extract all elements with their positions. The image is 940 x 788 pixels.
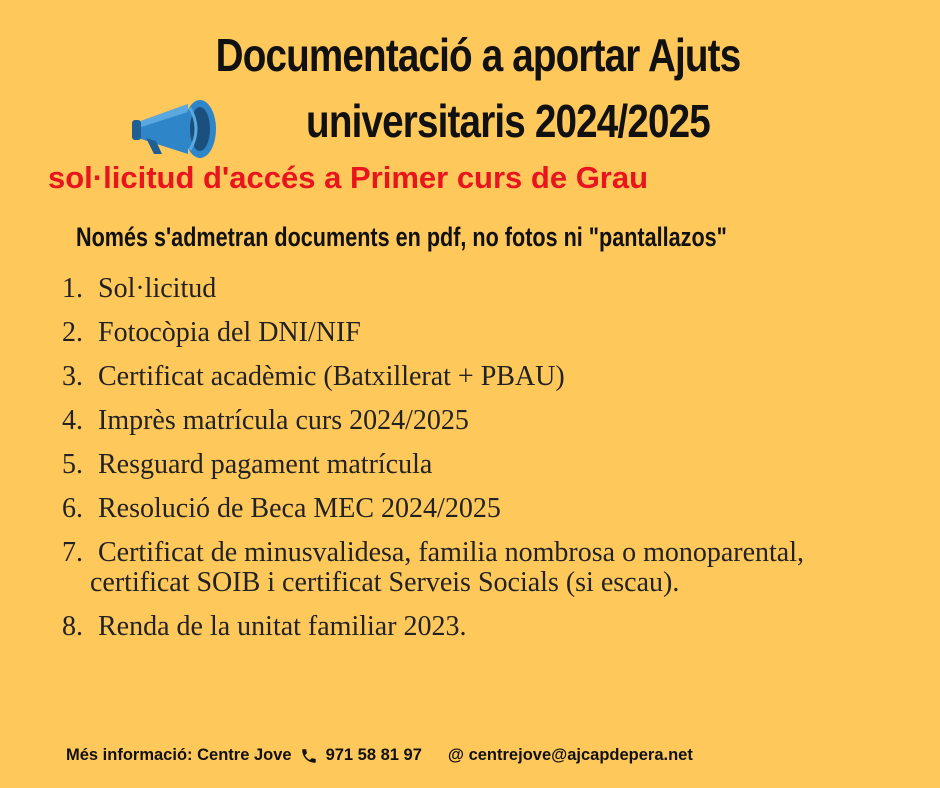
email-address[interactable]: @ centrejove@ajcapdepera.net [447, 746, 693, 764]
list-item-number: 8. [62, 611, 83, 642]
list-item-number: 6. [62, 493, 83, 524]
list-item-text: Resolució de Beca MEC 2024/2025 [98, 493, 501, 524]
list-item [62, 612, 892, 642]
documents-list [62, 274, 892, 656]
list-item [62, 362, 892, 392]
list-item-text: Fotocòpia del DNI/NIF [98, 317, 361, 348]
list-item [62, 450, 892, 480]
list-item [62, 274, 892, 304]
list-item-number: 4. [62, 405, 83, 436]
pdf-only-note: Només s'admetran documents en pdf, no fotos ni "pantallazos" [76, 222, 727, 252]
list-item-text: Resguard pagament matrícula [98, 449, 433, 480]
list-item-text: Renda de la unitat familiar 2023. [98, 611, 467, 642]
list-item [62, 318, 892, 348]
list-item-text: Certificat acadèmic (Batxillerat + PBAU) [98, 361, 565, 392]
list-item-text: Sol·licitud [98, 273, 217, 304]
phone-number[interactable]: 971 58 81 97 [325, 746, 422, 764]
info-label: Més informació: Centre Jove [66, 746, 292, 764]
list-item-text: Imprès matrícula curs 2024/2025 [98, 405, 469, 436]
list-item-number: 2. [62, 317, 83, 348]
title-line-1: Documentació a aportar Ajuts [215, 29, 741, 81]
list-item [62, 494, 892, 524]
footer-contact [66, 746, 693, 765]
list-item [62, 406, 892, 436]
list-item-number: 5. [62, 449, 83, 480]
subtitle: sol·licitud d'accés a Primer curs de Grau [48, 160, 649, 195]
list-item-text: Certificat de minusvalidesa, familia nombrosa o monoparental, certificat SOIB i certificat Serveis Socials (si escau). [90, 537, 805, 598]
list-item [62, 538, 892, 598]
list-item-number: 7. [62, 537, 83, 568]
list-item-number: 3. [62, 361, 83, 392]
phone-icon [300, 747, 318, 765]
list-item-number: 1. [62, 273, 83, 304]
title-line-2: universitaris 2024/2025 [306, 95, 710, 147]
